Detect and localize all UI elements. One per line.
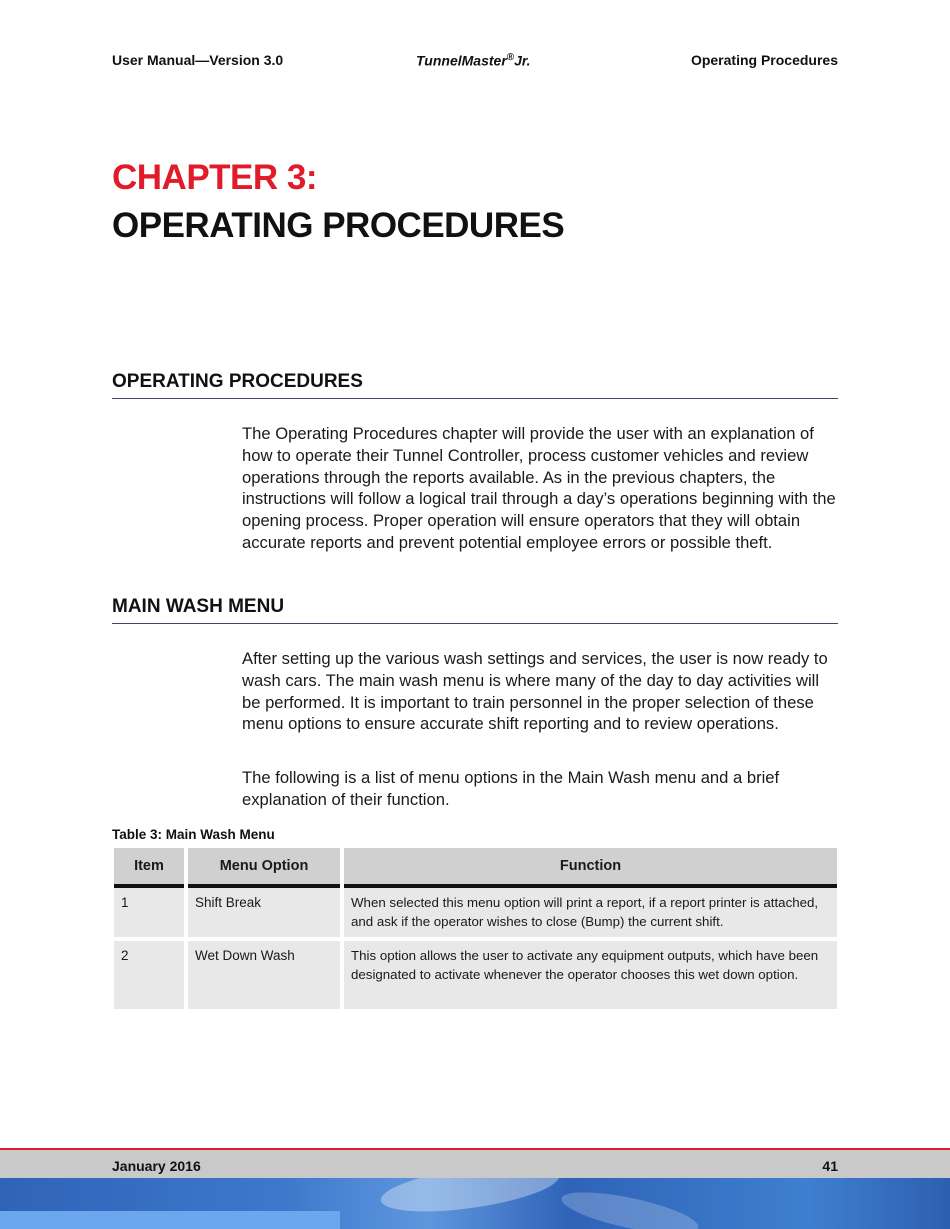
main-wash-menu-table — [110, 848, 841, 1009]
running-header-right: Operating Procedures — [690, 52, 838, 68]
cell-item: 1 — [114, 888, 184, 937]
product-name: TunnelMaster — [416, 52, 507, 69]
column-header-item: Item — [114, 848, 184, 888]
section-title-operating-procedures: OPERATING PROCEDURES — [112, 371, 838, 399]
footer-date: January 2016 — [112, 1158, 201, 1174]
chapter-title: OPERATING PROCEDURES — [112, 206, 565, 245]
cell-item: 2 — [114, 937, 184, 1009]
page-number: 41 — [822, 1158, 838, 1174]
table-header-row — [114, 848, 837, 888]
registered-mark: ® — [506, 52, 515, 63]
running-header-left: User Manual—Version 3.0 — [112, 52, 284, 68]
section-paragraph: After setting up the various wash settings and services, the user is now ready to wash cars. The main wash menu is where many of the day to day activities will be performed. It is important to train personnel in the proper selection of these menu options to ensure accurate shift reporting and to review operations. — [242, 649, 828, 734]
running-header-product — [416, 52, 531, 69]
section-paragraph: The Operating Procedures chapter will provide the user with an explanation of how to operate their Tunnel Controller, process customer vehicles and review operations through the reports available. As in the previous chapters, the instructions will follow a logical trail through a day’s operations beginning with the opening process. Proper operation will ensure operators that they will obtain accurate reports and prevent potential employee errors or possible theft. — [242, 424, 836, 552]
table-row — [114, 937, 837, 1009]
footer-band — [0, 1211, 340, 1229]
column-header-function: Function — [344, 848, 837, 888]
cell-function: When selected this menu option will print a report, if a report printer is attached, and ask if the operator wishes to close (Bump) the current shift. — [344, 888, 837, 937]
product-suffix: Jr. — [514, 52, 531, 69]
cell-menu-option: Shift Break — [188, 888, 340, 937]
chapter-number: CHAPTER 3: — [112, 158, 318, 197]
footer-sheen — [558, 1184, 701, 1229]
column-header-menu-option: Menu Option — [188, 848, 340, 888]
footer-sheen — [378, 1178, 562, 1220]
section-title-main-wash-menu: MAIN WASH MENU — [112, 596, 838, 624]
footer-decorative-image — [0, 1178, 950, 1229]
cell-function: This option allows the user to activate any equipment outputs, which have been designated to activate whenever the operator chooses this wet down option. — [344, 937, 837, 1009]
section-paragraph: The following is a list of menu options in the Main Wash menu and a brief explanation of their function. — [242, 768, 780, 809]
cell-menu-option: Wet Down Wash — [188, 937, 340, 1009]
table-caption: Table 3: Main Wash Menu — [112, 827, 275, 842]
table-row — [114, 888, 837, 937]
